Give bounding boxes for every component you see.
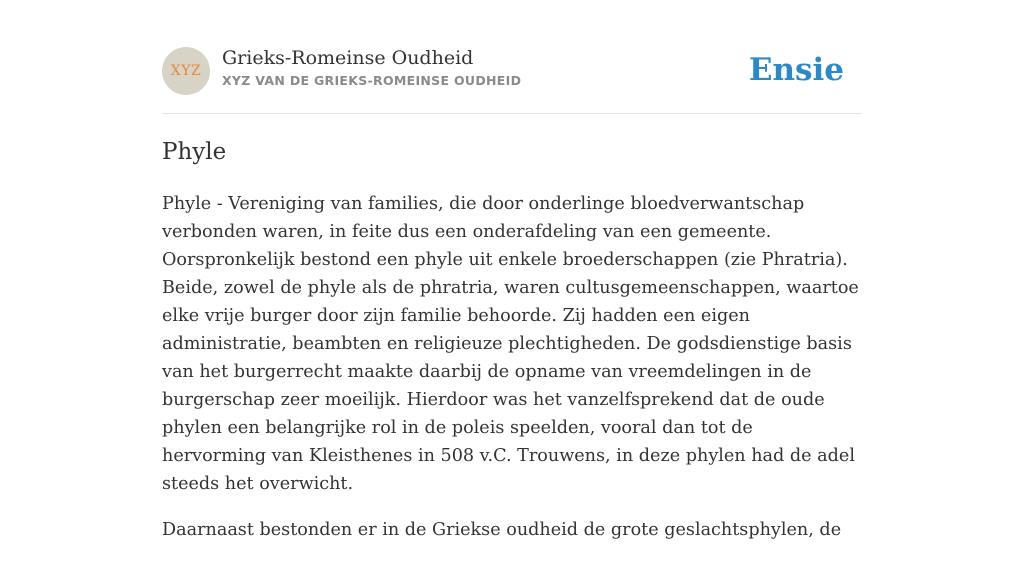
page bbox=[162, 0, 862, 540]
article-paragraph: Daarnaast bestonden er in de Griekse oudheid de grote geslachtsphylen, de bbox=[162, 520, 842, 540]
title-block bbox=[222, 45, 521, 88]
article-paragraph: Phyle - Vereniging van families, die door onderlinge bloedverwantschap verbonden waren, in feite dus een onderafdeling van een gemeente. Oorspronkelijk bestond een phyle uit enkele broederschappen (zie Phratria). Beide, zowel de phyle als de phratria, waren cultusgemeenschappen, waartoe elke vrije burger door zijn familie behoorde. Zij hadden een eigen administratie, beambten en religieuze plechtigheden. De godsdienstige basis van het burgerrecht maakte daarbij de opname van vreemdelingen in de burgerschap zeer moeilijk. Hierdoor was het vanzelfsprekend dat de oude phylen een belangrijke rol in de poleis speelden, vooral dan tot de hervorming van Kleisthenes in 508 v.C. Trouwens, in deze phylen had de adel steeds het overwicht. bbox=[162, 194, 859, 494]
dictionary-title[interactable]: Grieks-Romeinse Oudheid bbox=[222, 47, 474, 69]
avatar-initials: XYZ bbox=[170, 63, 202, 79]
avatar[interactable] bbox=[162, 47, 210, 95]
page-title: Phyle bbox=[162, 139, 227, 165]
header bbox=[162, 0, 862, 114]
ensie-logo-link[interactable]: Ensie bbox=[748, 52, 844, 88]
article-body bbox=[162, 190, 862, 562]
dictionary-subtitle: XYZ VAN DE GRIEKS-ROMEINSE OUDHEID bbox=[222, 73, 522, 88]
